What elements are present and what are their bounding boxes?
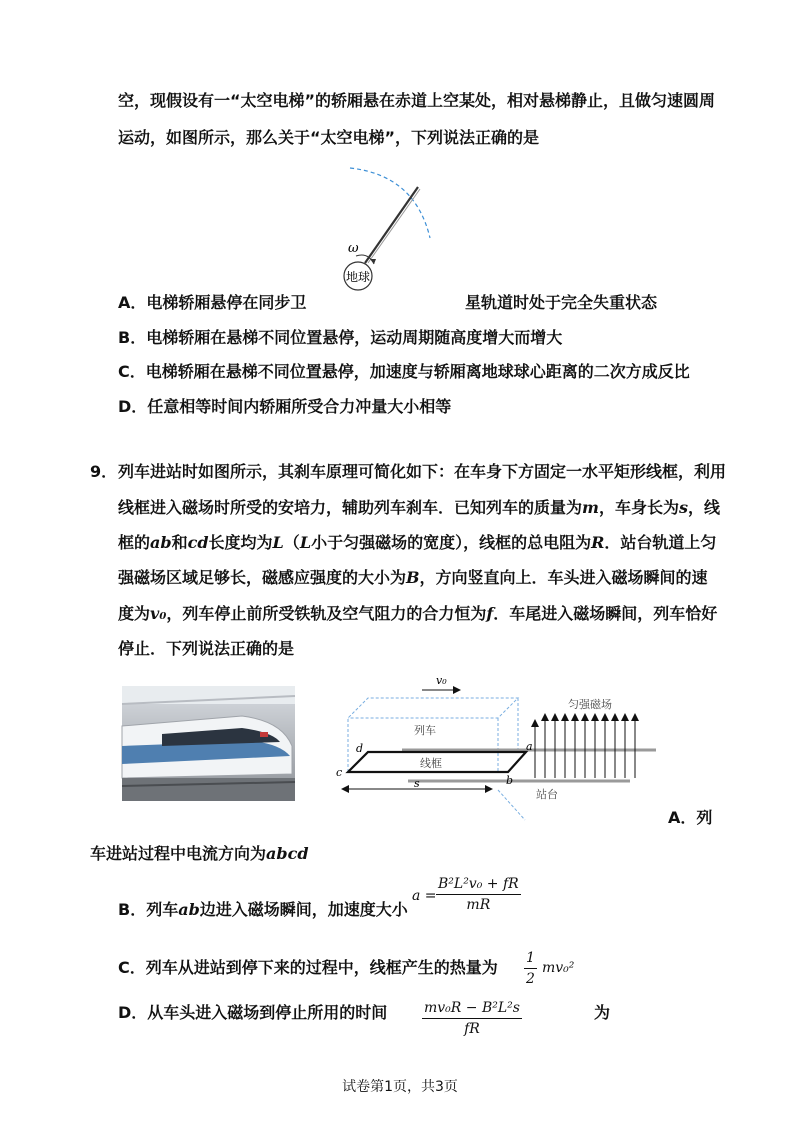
q9-stem-line6: 停止．下列说法正确的是: [118, 639, 295, 658]
q9-number: 9．: [90, 462, 118, 481]
q9-option-d: D．从车头进入磁场到停止所用的时间: [118, 1003, 388, 1022]
q9-option-c-fraction: $\frac{1}{2}$: [526, 950, 535, 987]
length-label: s: [414, 777, 420, 790]
corner-c: c: [336, 766, 343, 779]
corner-a: a: [526, 740, 533, 753]
velocity-label: v₀: [436, 674, 447, 687]
q9-option-b-lhs: a =: [412, 888, 437, 904]
frame-label: 线框: [420, 757, 442, 770]
q9-stem-line4: 强磁场区域足够长，磁感应强度的大小为B，方向竖直向上．车头进入磁场瞬间的速: [118, 568, 708, 587]
q9-stem-line1: 列车进站时如图所示，其刹车原理可简化如下：在车身下方固定一水平矩形线框，利用: [118, 462, 727, 481]
q8-option-c: C．电梯轿厢在悬梯不同位置悬停，加速度与轿厢离地球球心距离的二次方成反比: [118, 362, 690, 381]
q9-option-d-tail: 为: [594, 1003, 611, 1022]
corner-d: d: [356, 742, 364, 755]
q9-option-b: B．列车ab边进入磁场瞬间，加速度大小: [118, 900, 408, 919]
q9-stem-line5: 度为v₀，列车停止前所受铁轨及空气阻力的合力恒为f．车尾进入磁场瞬间，列车恰好: [118, 604, 718, 623]
platform-label: 站台: [536, 788, 558, 801]
q9-option-b-fraction: $\frac{\text{B²L²v₀ + fR}}{mR}$: [438, 876, 519, 913]
q8-stem-line1: 空，现假设有一“太空电梯”的轿厢悬在赤道上空某处，相对悬梯静止，且做匀速圆周: [118, 91, 716, 110]
q9-option-c-tail: mv₀²: [542, 960, 575, 976]
corner-b: b: [506, 774, 514, 787]
q8-option-a-right: 星轨道时处于完全失重状态: [465, 293, 658, 312]
earth-label: 地球: [345, 270, 371, 284]
magnetic-field-arrows: [535, 714, 635, 778]
rail-diagram: [330, 670, 650, 815]
q8-option-d: D．任意相等时间内轿厢所受合力冲量大小相等: [118, 397, 452, 416]
field-label: 匀强磁场: [568, 698, 612, 711]
page-footer: 试卷第1页，共3页: [342, 1079, 458, 1095]
q8-option-a-left: A．电梯轿厢悬停在同步卫: [118, 293, 307, 312]
q8-stem-line2: 运动，如图所示，那么关于“太空电梯”，下列说法正确的是: [118, 128, 540, 147]
q9-option-a-head: A．列: [668, 808, 713, 827]
train-label: 列车: [414, 724, 436, 737]
elevator-cable: [365, 187, 418, 263]
q9-option-d-fraction: $\frac{\text{mv₀R − B²L²s}}{fR}$: [424, 1000, 520, 1037]
q8-option-b: B．电梯轿厢在悬梯不同位置悬停，运动周期随高度增大而增大: [118, 328, 563, 347]
space-elevator-figure: [320, 160, 450, 295]
q9-stem-line2: 线框进入磁场时所受的安培力，辅助列车刹车．已知列车的质量为m，车身长为s，线: [118, 498, 720, 517]
q9-option-a-tail: 车进站过程中电流方向为abcd: [90, 844, 309, 863]
q9-option-c: C．列车从进站到停下来的过程中，线框产生的热量为: [118, 958, 498, 977]
q9-stem-line3: 框的ab和cd长度均为L（L小于匀强磁场的宽度），线框的总电阻为R．站台轨道上匀: [118, 533, 717, 552]
omega-label: ω: [348, 241, 359, 256]
maglev-train-photo: [122, 686, 295, 801]
